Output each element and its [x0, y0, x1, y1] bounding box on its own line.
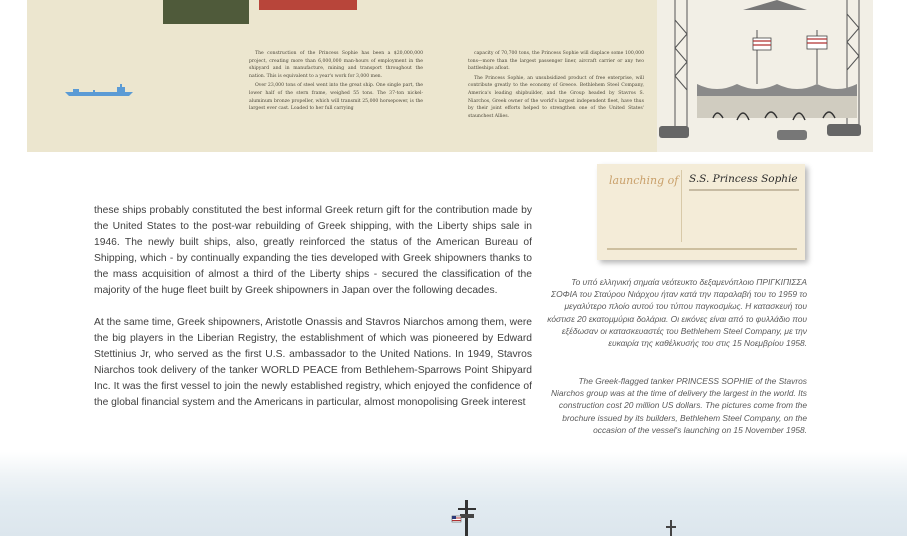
- caption-english: The Greek-flagged tanker PRINCESS SOPHIE of the Stavros Niarchos group was at the time of delivery the largest in the world. Its construction cost 20 million US dollars. The pictures come from the brochure issued by its builders, Bethlehem Steel Company, on the occasion of the vessel's launching on 15 November 1958.: [550, 376, 807, 435]
- brochure-photo-thumbnail-red: [259, 0, 357, 10]
- brochure-column-2: [468, 50, 644, 122]
- body-paragraph-2: At the same time, Greek shipowners, Aristotle Onassis and Stavros Niarchos among them, were the big players in the Liberian Registry, the establishment of which was pioneered by Edward Stettinius Jr, who served as the first U.S. ambassador to the United Nations. In 1949, Stavros Niarchos took delivery of the tanker WORLD PEACE from Bethlehem-Sparrows Point Shipyard Inc. It was the first vessel to join the newly established registry, which enjoyed the confidence of the global financial system and the Americans in particular, almost monopolising Greek interest: [94, 317, 532, 408]
- caption-greek: Το υπό ελληνική σημαία νεότευκτο δεξαμενόπλοιο ΠΡΙΓΚΙΠΙΣΣΑ ΣΟΦΙΑ του Σταύρου Νιάρχου ήταν κατά την παραλαβή του το 1959 το μεγαλύτερο πλοίο αυτού του τύπου παγκοσμίως. Η κατασκευή του κόστισε 20 εκατομμύρια δολάρια. Οι εικόνες είναι από το φυλλάδιο που εξέδωσαν οι κατασκευαστές του Bethlehem Steel Company, με την ευκαιρία της καθέλκυσής του στις 15 Νοεμβρίου 1958.: [547, 277, 807, 349]
- ship-mast-photo-distant: [664, 520, 678, 536]
- invitation-footer-line: [607, 248, 797, 250]
- invitation-subline: [689, 189, 799, 191]
- invitation-left-text: launching of: [609, 174, 679, 187]
- ship-mast-photo: [448, 500, 484, 536]
- brochure-paragraph: The Princess Sophie, an unsubsidized product of free enterprise, will contribute greatly to the economy of Greece. Bethlehem Steel Company, America's leading shipbuilder, and the Group headed by Stavros S. Niarchos, Greek owner of the world's largest independent fleet, have thus by their joint efforts helped to strengthen one of the United States' staunchest Allies.: [468, 75, 644, 119]
- brochure-photo-thumbnail: [163, 0, 249, 24]
- invitation-divider: [681, 170, 682, 242]
- tanker-ship-icon: [63, 84, 135, 98]
- launching-invitation-card: [597, 164, 805, 260]
- invitation-title: S.S. Princess Sophie: [689, 173, 798, 185]
- launch-ceremony-sketch: [657, 0, 873, 152]
- brochure-column-1: [249, 50, 423, 115]
- brochure-paragraph: capacity of 70,700 tons, the Princess Sophie will displace some 100,000 tons—more than the largest passenger liner, aircraft carrier or any two battleships afloat.: [468, 51, 644, 72]
- brochure-paragraph: The construction of the Princess Sophie has been a $20,000,000 project, creating more than 6,000,000 man-hours of employment in the shipyard and in manufacture, mining and transport throughout the nation. This is equivalent to a year's work for 3,000 men.: [249, 51, 423, 79]
- brochure-paragraph: Over 23,000 tons of steel went into the great ship. One single part, the lower half of the stern frame, weighed 55 tons. The 37-ton nickel-aluminum bronze propeller, which will transmit 25,000 horsepower, is the largest ever cast. Loaded to her full carrying: [249, 83, 423, 112]
- brochure-scan: [27, 0, 873, 152]
- body-paragraph-1: these ships probably constituted the best informal Greek return gift for the contribution made by the United States to the post-war rebuilding of Greek shipping, with the Liberty ships sale in 1946. The newly built ships, also, greatly reinforced the status of the American Bureau of Shipping, which - by continually expanding the ties developed with Greek shipowners thanks to the mass acquisition of almost a third of the Liberty ships - secured the classification of the majority of the huge fleet built by Greek shipowners in Japan over the following decades.: [94, 205, 532, 296]
